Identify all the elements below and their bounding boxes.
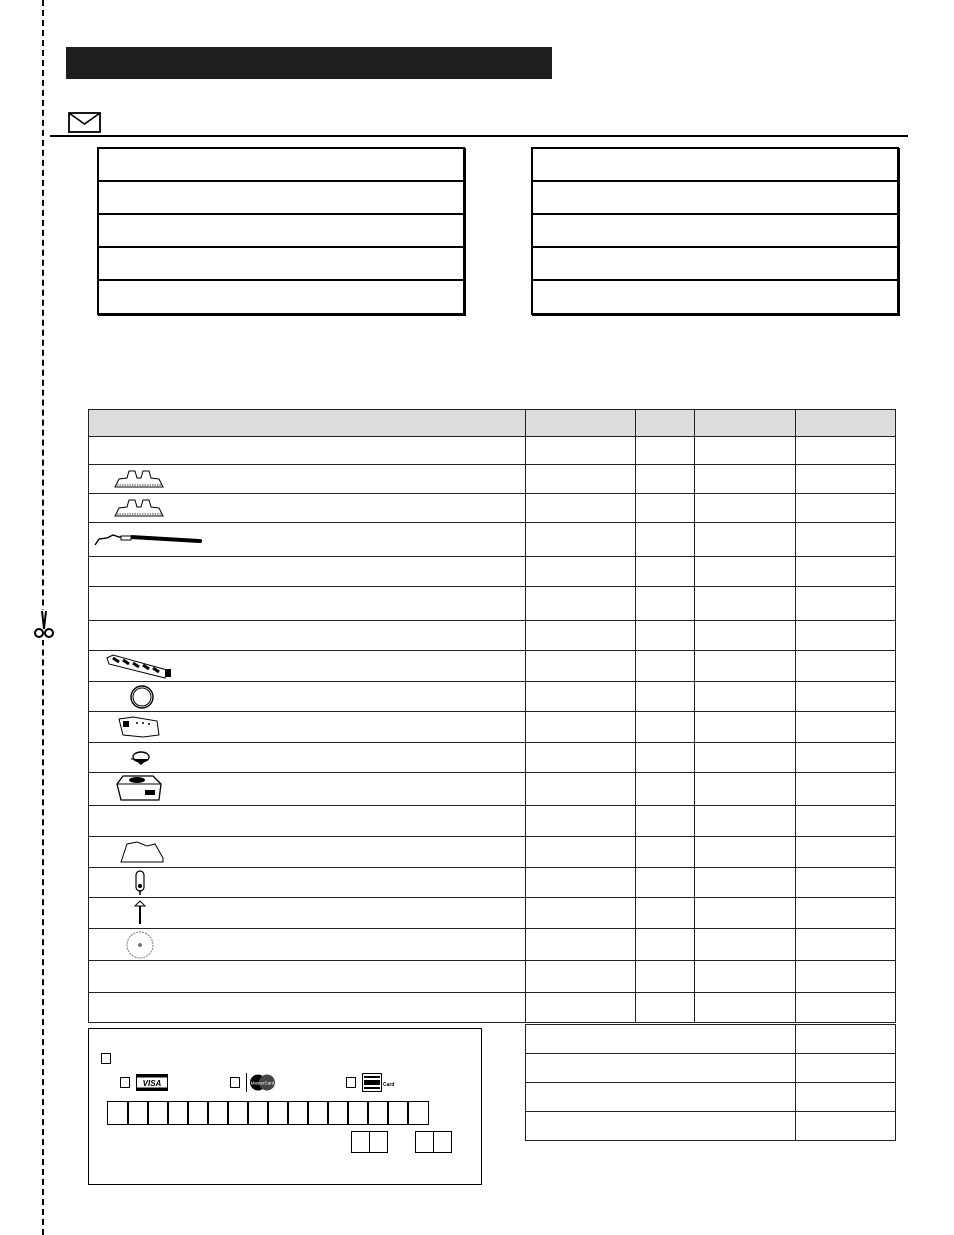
exp-year-digit-box[interactable]: [433, 1131, 452, 1153]
order-row: [89, 557, 896, 587]
cell-description[interactable]: [89, 806, 526, 837]
order-row: [89, 773, 896, 806]
order-row: [89, 929, 896, 961]
cell-price[interactable]: [695, 557, 796, 587]
cell-part-number[interactable]: [526, 837, 636, 868]
bill-to-field[interactable]: [533, 215, 897, 248]
card-number-digit-box[interactable]: [187, 1101, 209, 1125]
cell-total[interactable]: [796, 712, 896, 743]
cell-total[interactable]: [796, 868, 896, 898]
cell-quantity[interactable]: [636, 465, 695, 494]
order-table-header: [89, 410, 896, 437]
header-rule: [50, 135, 908, 137]
order-row: [89, 898, 896, 929]
cell-part-number[interactable]: [526, 929, 636, 961]
cell-description[interactable]: [89, 523, 526, 557]
visa-logo-text: VISA: [142, 1079, 162, 1088]
totals-row: [526, 1083, 896, 1112]
column-header-description: [89, 410, 526, 437]
ship-to-field[interactable]: [99, 215, 463, 248]
cell-description[interactable]: [89, 868, 526, 898]
amex-logo: [362, 1073, 396, 1092]
cell-total[interactable]: [796, 651, 896, 682]
cell-description[interactable]: [89, 929, 526, 961]
order-row: [89, 587, 896, 621]
cell-price[interactable]: [695, 523, 796, 557]
cell-price[interactable]: [695, 587, 796, 621]
cell-price[interactable]: [695, 929, 796, 961]
cell-price[interactable]: [695, 494, 796, 523]
ship-to-field[interactable]: [99, 281, 463, 313]
cell-total[interactable]: [796, 837, 896, 868]
cell-price[interactable]: [695, 773, 796, 806]
cell-total[interactable]: [796, 557, 896, 587]
cell-price[interactable]: [695, 868, 796, 898]
cell-quantity[interactable]: [636, 993, 695, 1023]
card-number-digit-box[interactable]: [207, 1101, 229, 1125]
cell-price[interactable]: [695, 712, 796, 743]
card-number-digit-box[interactable]: [327, 1101, 349, 1125]
cell-price[interactable]: [695, 837, 796, 868]
totals-label: [526, 1083, 796, 1112]
cell-description[interactable]: [89, 682, 526, 712]
section-title: [66, 47, 552, 63]
cell-quantity[interactable]: [636, 868, 695, 898]
cell-part-number[interactable]: [526, 993, 636, 1023]
cell-description[interactable]: [89, 651, 526, 682]
card-number-digit-box[interactable]: [347, 1101, 369, 1125]
bill-to-field[interactable]: [533, 149, 897, 182]
cell-quantity[interactable]: [636, 682, 695, 712]
cell-quantity[interactable]: [636, 773, 695, 806]
section-title-bar: [66, 47, 552, 79]
cell-total[interactable]: [796, 743, 896, 773]
cell-price[interactable]: [695, 682, 796, 712]
cell-price[interactable]: [695, 465, 796, 494]
cell-part-number[interactable]: [526, 437, 636, 465]
totals-label: [526, 1025, 796, 1054]
cell-quantity[interactable]: [636, 898, 695, 929]
card-number-digit-box[interactable]: [267, 1101, 289, 1125]
card-number-digit-box[interactable]: [287, 1101, 309, 1125]
bill-to-field[interactable]: [533, 281, 897, 313]
cell-part-number[interactable]: [526, 868, 636, 898]
cell-part-number[interactable]: [526, 587, 636, 621]
cell-quantity[interactable]: [636, 621, 695, 651]
cell-part-number[interactable]: [526, 621, 636, 651]
scissors-icon: [33, 610, 55, 640]
cell-description[interactable]: [89, 837, 526, 868]
cell-description[interactable]: [89, 773, 526, 806]
totals-value[interactable]: [796, 1054, 896, 1083]
bill-to-field[interactable]: [533, 182, 897, 215]
amex-checkbox[interactable]: [346, 1077, 356, 1088]
ship-to-address-box: [97, 147, 465, 315]
order-row: [89, 712, 896, 743]
column-header-quantity: [636, 410, 695, 437]
order-row: [89, 837, 896, 868]
ship-to-field[interactable]: [99, 149, 463, 182]
cell-description[interactable]: [89, 712, 526, 743]
totals-row: [526, 1054, 896, 1083]
totals-value[interactable]: [796, 1112, 896, 1141]
cell-quantity[interactable]: [636, 523, 695, 557]
ship-to-field[interactable]: [99, 248, 463, 281]
card-number-boxes: [107, 1101, 427, 1125]
card-number-digit-box[interactable]: [167, 1101, 189, 1125]
cell-description[interactable]: [89, 465, 526, 494]
envelope-icon: [68, 112, 101, 133]
order-row: [89, 961, 896, 993]
order-row: [89, 682, 896, 712]
cell-quantity[interactable]: [636, 743, 695, 773]
cell-price[interactable]: [695, 621, 796, 651]
cell-description[interactable]: [89, 557, 526, 587]
cell-price[interactable]: [695, 437, 796, 465]
mastercard-logo: [246, 1073, 280, 1092]
mastercard-logo-text: MasterCard: [250, 1080, 275, 1086]
exp-month-digit-box[interactable]: [351, 1131, 370, 1153]
cell-total[interactable]: [796, 437, 896, 465]
card-number-digit-box[interactable]: [407, 1101, 429, 1125]
cell-quantity[interactable]: [636, 961, 695, 993]
cell-price[interactable]: [695, 651, 796, 682]
payment-method-checkbox[interactable]: [101, 1053, 111, 1064]
cell-quantity[interactable]: [636, 806, 695, 837]
cell-price[interactable]: [695, 806, 796, 837]
cell-part-number[interactable]: [526, 898, 636, 929]
column-header-total: [796, 410, 896, 437]
cell-total[interactable]: [796, 806, 896, 837]
amex-logo-text: Card: [383, 1082, 395, 1088]
cell-quantity[interactable]: [636, 557, 695, 587]
order-row: [89, 868, 896, 898]
cell-description[interactable]: [89, 437, 526, 465]
cell-quantity[interactable]: [636, 929, 695, 961]
card-number-digit-box[interactable]: [387, 1101, 409, 1125]
cell-description[interactable]: [89, 993, 526, 1023]
cell-description[interactable]: [89, 743, 526, 773]
cell-part-number[interactable]: [526, 465, 636, 494]
cell-part-number[interactable]: [526, 682, 636, 712]
cell-part-number[interactable]: [526, 494, 636, 523]
cell-total[interactable]: [796, 523, 896, 557]
order-row: [89, 494, 896, 523]
order-table: [88, 409, 896, 1023]
card-number-digit-box[interactable]: [147, 1101, 169, 1125]
cell-part-number[interactable]: [526, 806, 636, 837]
cell-total[interactable]: [796, 898, 896, 929]
cell-part-number[interactable]: [526, 557, 636, 587]
card-number-digit-box[interactable]: [227, 1101, 249, 1125]
exp-month-digit-box[interactable]: [369, 1131, 388, 1153]
cell-description[interactable]: [89, 898, 526, 929]
ship-to-field[interactable]: [99, 182, 463, 215]
order-row: [89, 465, 896, 494]
column-header-part-number: [526, 410, 636, 437]
totals-table: [525, 1024, 896, 1141]
totals-row: [526, 1025, 896, 1054]
card-number-digit-box[interactable]: [107, 1101, 129, 1125]
order-row: [89, 806, 896, 837]
cell-price[interactable]: [695, 743, 796, 773]
cell-part-number[interactable]: [526, 773, 636, 806]
cell-total[interactable]: [796, 621, 896, 651]
totals-value[interactable]: [796, 1083, 896, 1112]
column-header-price: [695, 410, 796, 437]
visa-checkbox[interactable]: [120, 1077, 130, 1088]
order-row: [89, 993, 896, 1023]
order-row: [89, 437, 896, 465]
cell-part-number[interactable]: [526, 523, 636, 557]
cell-total[interactable]: [796, 929, 896, 961]
order-row: [89, 621, 896, 651]
cell-total[interactable]: [796, 494, 896, 523]
bill-to-address-box: [531, 147, 899, 315]
cell-total[interactable]: [796, 773, 896, 806]
cell-quantity[interactable]: [636, 437, 695, 465]
totals-label: [526, 1112, 796, 1141]
cell-quantity[interactable]: [636, 712, 695, 743]
cell-description[interactable]: [89, 961, 526, 993]
cell-quantity[interactable]: [636, 587, 695, 621]
exp-year-digit-box[interactable]: [415, 1131, 434, 1153]
totals-label: [526, 1054, 796, 1083]
visa-logo: [136, 1074, 168, 1091]
order-row: [89, 743, 896, 773]
expiration-month-boxes: [351, 1131, 386, 1153]
cell-quantity[interactable]: [636, 651, 695, 682]
cell-part-number[interactable]: [526, 961, 636, 993]
card-number-digit-box[interactable]: [307, 1101, 329, 1125]
bill-to-field[interactable]: [533, 248, 897, 281]
cell-total[interactable]: [796, 993, 896, 1023]
card-number-digit-box[interactable]: [367, 1101, 389, 1125]
totals-value[interactable]: [796, 1025, 896, 1054]
cell-part-number[interactable]: [526, 743, 636, 773]
cell-description[interactable]: [89, 587, 526, 621]
order-row: [89, 651, 896, 682]
cell-price[interactable]: [695, 961, 796, 993]
cell-total[interactable]: [796, 465, 896, 494]
cell-part-number[interactable]: [526, 712, 636, 743]
cell-quantity[interactable]: [636, 837, 695, 868]
expiration-year-boxes: [415, 1131, 450, 1153]
cell-description[interactable]: [89, 494, 526, 523]
cell-total[interactable]: [796, 587, 896, 621]
cell-price[interactable]: [695, 993, 796, 1023]
cell-part-number[interactable]: [526, 651, 636, 682]
cell-quantity[interactable]: [636, 494, 695, 523]
cell-total[interactable]: [796, 682, 896, 712]
cell-price[interactable]: [695, 898, 796, 929]
cell-total[interactable]: [796, 961, 896, 993]
order-row: [89, 523, 896, 557]
card-number-digit-box[interactable]: [127, 1101, 149, 1125]
mastercard-checkbox[interactable]: [230, 1077, 240, 1088]
totals-row: [526, 1112, 896, 1141]
cell-description[interactable]: [89, 621, 526, 651]
card-number-digit-box[interactable]: [247, 1101, 269, 1125]
